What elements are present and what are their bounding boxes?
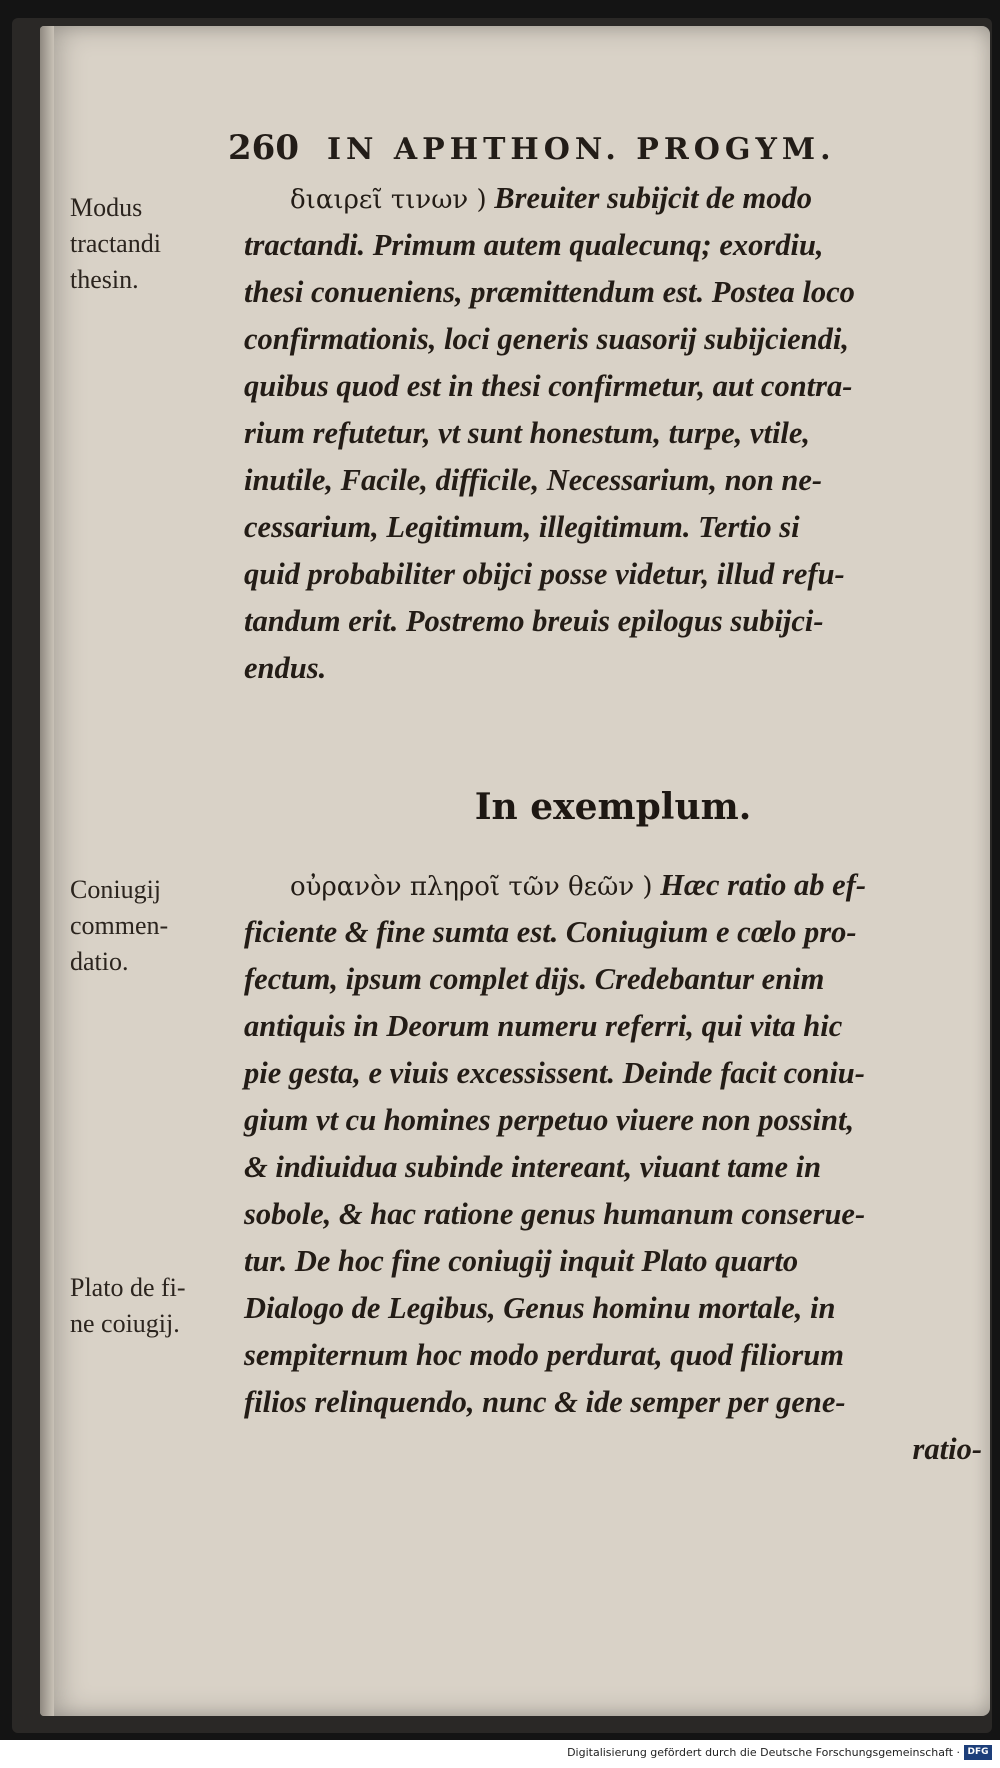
text-line: thesi conueniens, præmittendum est. Postea loco (244, 275, 855, 309)
text-line: tractandi. Primum autem qualecunq; exordiu, (244, 228, 824, 262)
dfg-logo-icon: DFG (964, 1745, 992, 1760)
text-line: Hæc ratio ab ef- (660, 868, 867, 902)
marginal-note-line: datio. (70, 947, 129, 976)
text-line: tandum erit. Postremo breuis epilogus subijci- (244, 604, 824, 638)
text-line: Dialogo de Legibus, Genus hominu mortale, in (244, 1291, 836, 1325)
marginal-note-line: commen- (70, 911, 169, 940)
text-line: inutile, Facile, difficile, Necessarium, non ne- (244, 463, 823, 497)
text-line: sobole, & hac ratione genus humanum conserue- (244, 1197, 866, 1231)
page-gutter-shadow (40, 26, 54, 1716)
marginal-note-plato (70, 1270, 238, 1342)
greek-lemma: οὐρανὸν πληροῖ τῶν θεῶν ) (290, 872, 653, 902)
text-line: quibus quod est in thesi confirmetur, aut contra- (244, 369, 853, 403)
marginal-note-coniugij (70, 872, 238, 980)
greek-lemma: διαιρεῖ τινων ) (290, 185, 487, 215)
text-line: tur. De hoc fine coniugij inquit Plato quarto (244, 1244, 799, 1278)
marginal-note-line: tractandi (70, 229, 161, 258)
text-line: confirmationis, loci generis suasorij subijciendi, (244, 322, 849, 356)
page-number: 260 (228, 128, 299, 168)
text-line: antiquis in Deorum numeru referri, qui vita hic (244, 1009, 843, 1043)
text-line: rium refutetur, vt sunt honestum, turpe, vtile, (244, 416, 811, 450)
running-header (228, 128, 988, 168)
marginal-note-line: Plato de fi- (70, 1273, 186, 1302)
text-line: endus. (244, 651, 327, 685)
marginal-note-line: thesin. (70, 265, 139, 294)
text-line: pie gesta, e viuis excessissent. Deinde facit coniu- (244, 1056, 865, 1090)
text-line: cessarium, Legitimum, illegitimum. Tertio si (244, 510, 800, 544)
text-line-first (244, 175, 982, 222)
text-line: gium vt cu homines perpetuo viuere non possint, (244, 1103, 855, 1137)
text-line: filios relinquendo, nunc & ide semper per gene- (244, 1385, 846, 1419)
text-line: sempiternum hoc modo perdurat, quod filiorum (244, 1338, 844, 1372)
running-head-title: IN APHTHON. PROGYM. (326, 132, 836, 167)
text-line-first (244, 862, 982, 909)
footer-bar (0, 1742, 1000, 1768)
funding-credit: Digitalisierung gefördert durch die Deutsche Forschungsgemeinschaft · (567, 1746, 960, 1759)
marginal-note-line: Modus (70, 193, 143, 222)
text-line: quid probabiliter obijci posse videtur, illud refu- (244, 557, 845, 591)
marginal-note-modus (70, 190, 238, 298)
text-line: ficiente & fine sumta est. Coniugium e cœlo pro- (244, 915, 857, 949)
text-line: & indiuidua subinde intereant, viuant tame in (244, 1150, 822, 1184)
catchword: ratio- (912, 1432, 982, 1466)
marginal-note-line: Coniugij (70, 875, 162, 904)
body-text-section-2 (244, 862, 982, 1473)
text-line: fectum, ipsum complet dijs. Credebantur enim (244, 962, 825, 996)
body-text-section-1 (244, 175, 982, 692)
section-heading: In exemplum. (474, 786, 752, 828)
marginal-note-line: ne coiugij. (70, 1309, 180, 1338)
text-line: Breuiter subijcit de modo (494, 181, 812, 215)
